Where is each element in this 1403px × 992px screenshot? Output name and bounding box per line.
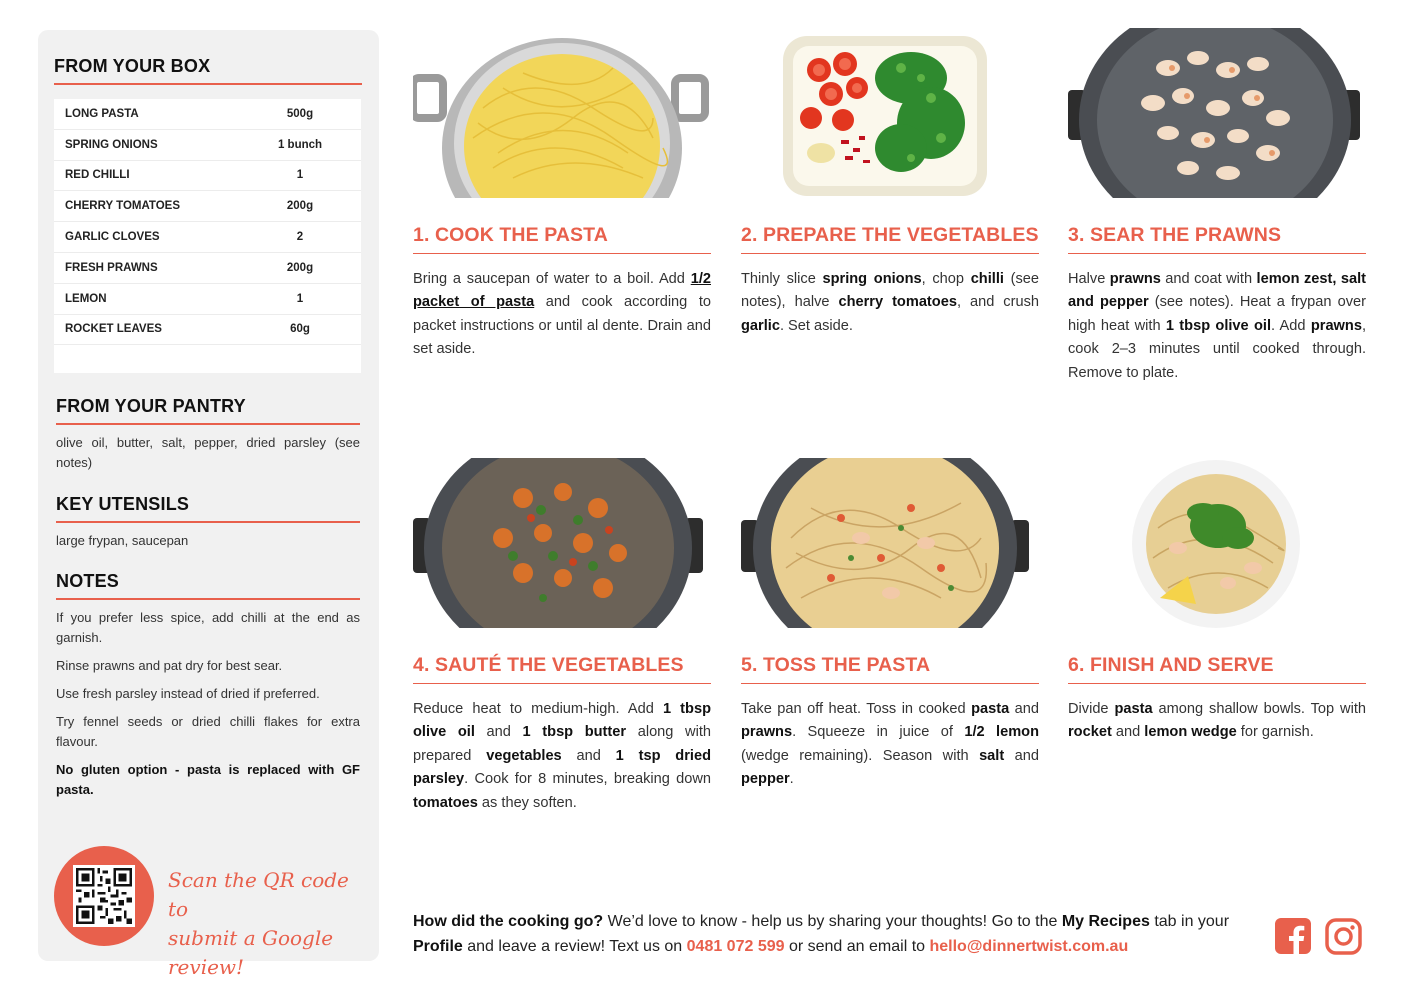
step-5 bbox=[741, 458, 1039, 792]
ingredient-row bbox=[54, 284, 361, 315]
text-segment: for garnish. bbox=[1236, 724, 1314, 741]
step-4-body bbox=[413, 698, 711, 815]
ingredient-qty: 1 bbox=[296, 292, 304, 305]
ingredient-row bbox=[54, 315, 361, 346]
ingredient-name: FRESH PRAWNS bbox=[65, 261, 158, 274]
text-segment: as they soften. bbox=[477, 794, 577, 811]
utensils-title: KEY UTENSILS bbox=[56, 494, 360, 523]
text-segment: and coat with bbox=[1160, 271, 1257, 287]
notes-list bbox=[56, 608, 360, 800]
pasta-frypan-image bbox=[741, 458, 1039, 628]
step-6-title: 6. FINISH AND SERVE bbox=[1068, 654, 1366, 684]
ingredient-qty: 1 bunch bbox=[277, 138, 323, 151]
from-your-box-title: FROM YOUR BOX bbox=[54, 56, 362, 85]
qr-instruction bbox=[168, 866, 368, 982]
step-3 bbox=[1068, 28, 1366, 385]
step-2 bbox=[741, 28, 1039, 338]
text-segment: Reduce heat to medium-high. Add bbox=[413, 701, 663, 717]
text-segment: or send an email to bbox=[784, 938, 930, 955]
step-5-body bbox=[741, 698, 1039, 792]
instagram-icon[interactable] bbox=[1325, 918, 1363, 956]
text-segment: and cook according to packet instructions or until al dente. Drain and set aside. bbox=[413, 294, 711, 358]
step-6-body bbox=[1068, 698, 1366, 745]
text-segment: 1/2 lemon bbox=[964, 724, 1039, 741]
ingredient-qty: 2 bbox=[296, 231, 304, 244]
step-3-title: 3. SEAR THE PRAWNS bbox=[1068, 224, 1366, 254]
ingredient-name: LONG PASTA bbox=[65, 107, 139, 120]
contact-link[interactable]: 0481 072 599 bbox=[686, 938, 785, 955]
text-segment: , cook 2–3 minutes until cooked through. Remove to plate. bbox=[1068, 317, 1366, 381]
qr-instruction-line-1: Scan the QR code to bbox=[168, 868, 349, 921]
text-segment: (wedge remaining). Season with bbox=[741, 747, 980, 764]
step-2-body bbox=[741, 268, 1039, 338]
notes-title: NOTES bbox=[56, 571, 360, 600]
text-segment: pepper bbox=[741, 771, 790, 788]
spaghetti-pot-image bbox=[413, 28, 711, 198]
ingredient-qty: 200g bbox=[286, 200, 314, 213]
text-segment: lemon wedge bbox=[1144, 724, 1237, 741]
text-segment: . Add bbox=[1271, 317, 1311, 334]
ingredient-row bbox=[54, 253, 361, 284]
text-segment: (see notes). Heat a frypan over high heat with bbox=[1068, 294, 1366, 334]
text-segment: , and crush bbox=[956, 294, 1039, 311]
ingredients-table bbox=[54, 99, 361, 373]
ingredient-name: ROCKET LEAVES bbox=[65, 323, 162, 336]
step-5-title: 5. TOSS THE PASTA bbox=[741, 654, 1039, 684]
step-1-body bbox=[413, 268, 711, 362]
note-item: Rinse prawns and pat dry for best sear. bbox=[56, 658, 283, 673]
ingredient-name: LEMON bbox=[65, 292, 107, 305]
facebook-icon[interactable] bbox=[1275, 918, 1313, 956]
text-segment: spring onions bbox=[822, 271, 922, 287]
ingredients-sidebar bbox=[38, 30, 379, 979]
text-segment: 1/2 packet of pasta bbox=[413, 271, 711, 311]
ingredient-qty: 60g bbox=[290, 323, 310, 336]
text-segment: 1 tbsp olive oil bbox=[413, 701, 711, 741]
text-segment: . Cook for 8 minutes, breaking down bbox=[464, 771, 711, 788]
text-segment: rocket bbox=[1068, 724, 1112, 741]
note-item: If you prefer less spice, add chilli at the end as garnish. bbox=[56, 610, 360, 645]
text-segment: Take pan off heat. Toss in cooked bbox=[741, 701, 972, 717]
text-segment: 1 tbsp butter bbox=[522, 724, 627, 741]
text-segment: Divide bbox=[1068, 701, 1115, 717]
ingredient-row bbox=[54, 99, 361, 130]
text-segment: salt bbox=[979, 747, 1005, 764]
step-4-title: 4. SAUTÉ THE VEGETABLES bbox=[413, 654, 711, 684]
ingredient-qty: 200g bbox=[286, 261, 314, 274]
text-segment: prawns bbox=[1310, 317, 1362, 334]
ingredient-row bbox=[54, 222, 361, 253]
ingredient-row bbox=[54, 161, 361, 192]
text-segment: chilli bbox=[970, 271, 1004, 287]
notes-section bbox=[56, 571, 360, 800]
vegetables-frypan-image bbox=[413, 458, 711, 628]
pantry-section bbox=[56, 396, 360, 473]
pantry-title: FROM YOUR PANTRY bbox=[56, 396, 360, 425]
ingredient-qty: 1 bbox=[296, 169, 304, 182]
review-footer bbox=[413, 909, 1263, 959]
text-segment: Halve bbox=[1068, 271, 1110, 287]
step-2-title: 2. PREPARE THE VEGETABLES bbox=[741, 224, 1039, 254]
text-segment: Thinly slice bbox=[741, 271, 823, 287]
text-segment: along with prepared bbox=[413, 724, 711, 764]
text-segment: Profile bbox=[413, 938, 463, 955]
text-segment: 1 tbsp olive oil bbox=[1165, 317, 1271, 334]
utensils-text: large frypan, saucepan bbox=[56, 533, 189, 548]
text-segment: prawns bbox=[1109, 271, 1161, 287]
text-segment: tab in your bbox=[1149, 913, 1230, 930]
text-segment: and leave a review! Text us on bbox=[462, 938, 687, 955]
note-item: No gluten option - pasta is replaced with GF pasta. bbox=[56, 762, 360, 797]
pantry-text: olive oil, butter, salt, pepper, dried parsley (see notes) bbox=[56, 435, 360, 470]
step-1-title: 1. COOK THE PASTA bbox=[413, 224, 711, 254]
ingredient-name: CHERRY TOMATOES bbox=[65, 200, 181, 213]
utensils-section bbox=[56, 494, 360, 551]
text-segment: vegetables bbox=[486, 747, 562, 764]
text-segment: (see notes), halve bbox=[741, 271, 1040, 311]
text-segment: . Set aside. bbox=[779, 317, 853, 334]
text-segment: My Recipes bbox=[1061, 913, 1150, 930]
text-segment: garlic bbox=[741, 317, 780, 334]
text-segment: cherry tomatoes bbox=[838, 294, 957, 311]
qr-code-badge[interactable] bbox=[54, 846, 154, 946]
text-segment: and bbox=[1004, 747, 1040, 764]
contact-link[interactable]: hello@dinnertwist.com.au bbox=[929, 938, 1129, 955]
text-segment: Bring a saucepan of water to a boil. Add bbox=[413, 271, 691, 287]
ingredient-name: SPRING ONIONS bbox=[65, 138, 158, 151]
step-1 bbox=[413, 28, 711, 362]
from-your-box-section bbox=[54, 56, 362, 373]
text-segment: tomatoes bbox=[413, 794, 478, 811]
note-item: Use fresh parsley instead of dried if preferred. bbox=[56, 686, 320, 701]
note-item: Try fennel seeds or dried chilli flakes for extra flavour. bbox=[56, 714, 360, 749]
text-segment: , chop bbox=[921, 271, 971, 287]
text-segment: . Squeeze in juice of bbox=[792, 724, 965, 741]
plated-pasta-image bbox=[1068, 458, 1366, 628]
text-segment: and bbox=[474, 724, 523, 741]
text-segment: 1 tsp dried parsley bbox=[413, 747, 711, 788]
text-segment: prawns bbox=[741, 724, 793, 741]
step-3-body bbox=[1068, 268, 1366, 385]
ingredient-name: GARLIC CLOVES bbox=[65, 231, 160, 244]
ingredient-row bbox=[54, 130, 361, 161]
qr-code-icon[interactable] bbox=[73, 865, 135, 927]
text-segment: How did the cooking go? bbox=[413, 913, 604, 930]
text-segment: pasta bbox=[1114, 701, 1153, 717]
step-6 bbox=[1068, 458, 1366, 745]
text-segment: among shallow bowls. Top with bbox=[1152, 701, 1366, 717]
qr-instruction-line-2: submit a Google review! bbox=[168, 926, 334, 979]
text-segment: and bbox=[561, 747, 616, 764]
ingredient-row bbox=[54, 191, 361, 222]
text-segment: pasta bbox=[971, 701, 1010, 717]
prawns-frypan-image bbox=[1068, 28, 1366, 198]
step-4 bbox=[413, 458, 711, 815]
text-segment: and bbox=[1009, 701, 1040, 717]
text-segment: lemon zest, salt and pepper bbox=[1068, 271, 1366, 311]
text-segment: and bbox=[1111, 724, 1145, 741]
text-segment: We’d love to know - help us by sharing your thoughts! Go to the bbox=[603, 913, 1062, 930]
text-segment: . bbox=[789, 771, 794, 788]
vegetables-tray-image bbox=[741, 28, 1039, 198]
ingredient-qty: 500g bbox=[286, 107, 314, 120]
ingredient-name: RED CHILLI bbox=[65, 169, 130, 182]
